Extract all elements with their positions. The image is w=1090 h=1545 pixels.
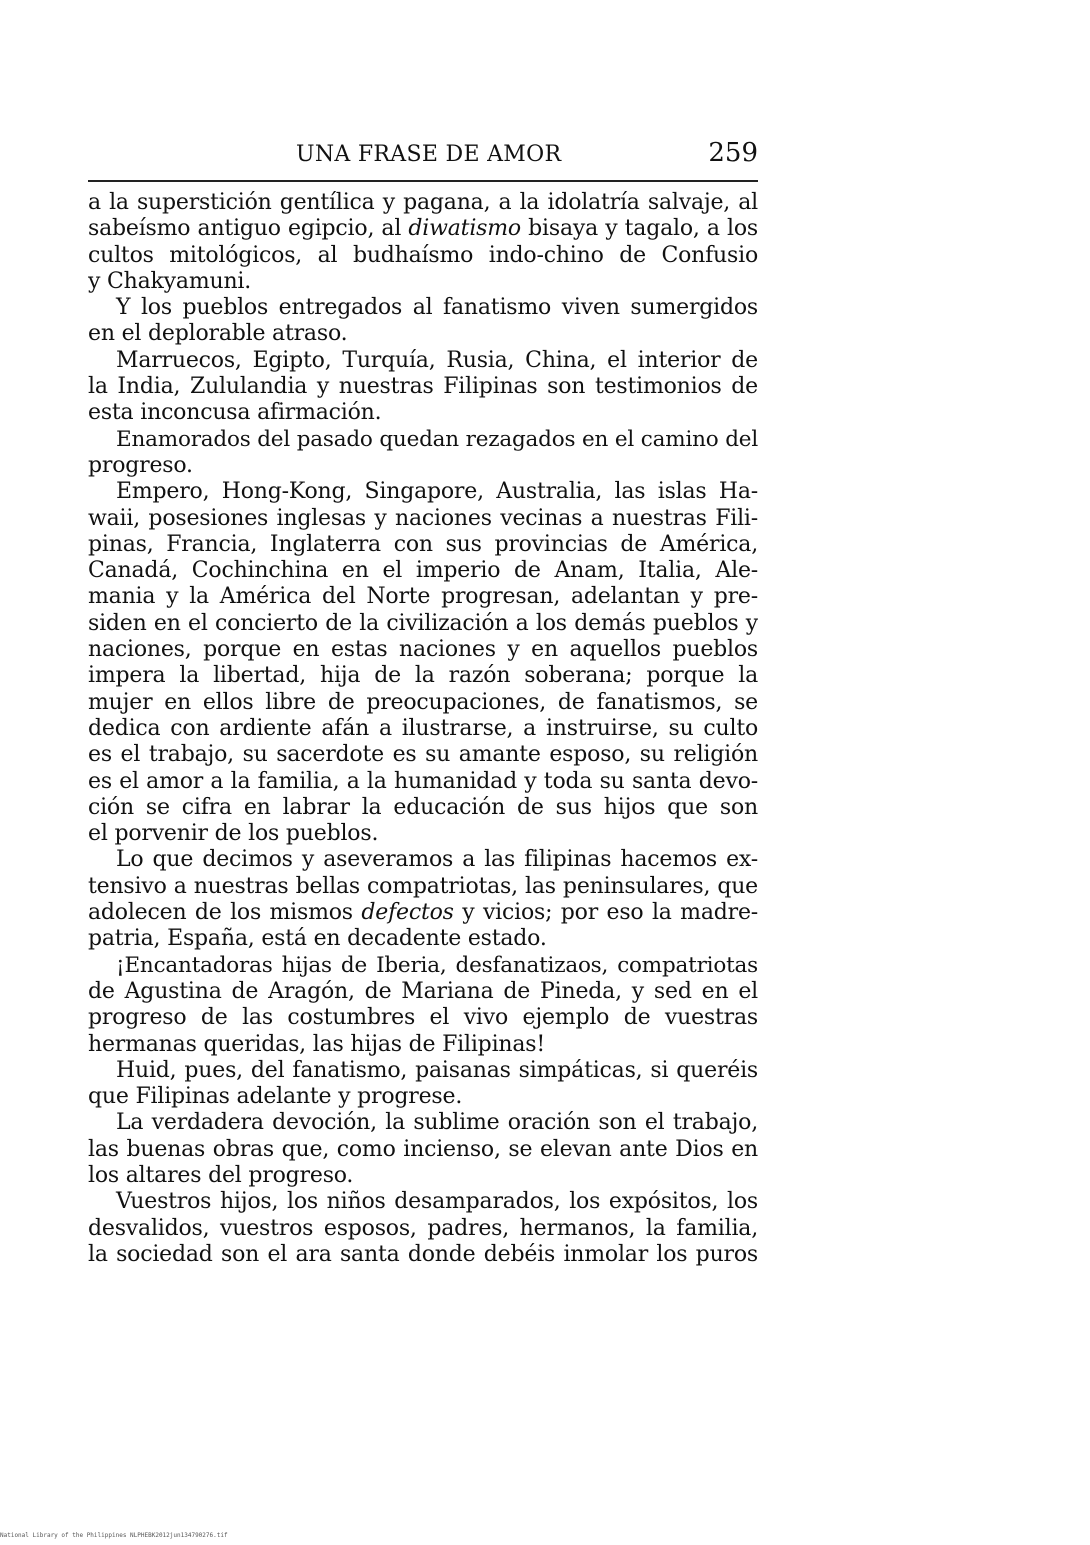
text-line: Vuestros hijos, los niños desamparados, los expósitos, los xyxy=(116,1189,758,1215)
text-line: Canadá, Cochinchina en el imperio de Anam, Italia, Ale- xyxy=(88,558,758,584)
text-segment: sabeísmo antiguo egipcio, al xyxy=(88,216,409,242)
text-line: los altares del progreso. xyxy=(88,1162,354,1188)
text-line: ¡Encantadoras hijas de Iberia, desfanatizaos, compatriotas xyxy=(116,952,758,978)
text-line: siden en el concierto de la civilización a los demás pueblos y xyxy=(88,610,758,636)
text-line: mania y la América del Norte progresan, adelantan y pre- xyxy=(88,584,758,610)
text-line: progreso. xyxy=(88,452,193,478)
scan-footer: National Library of the Philippines NLPHEBK2012jun134790276.tif xyxy=(0,1532,228,1539)
body-text xyxy=(88,190,758,1268)
text-line: las buenas obras que, como incienso, se elevan ante Dios en xyxy=(88,1136,758,1162)
text-line: tensivo a nuestras bellas compatriotas, las peninsulares, que xyxy=(88,873,758,899)
italic-term: diwatismo xyxy=(408,216,521,242)
running-title: UNA FRASE DE AMOR xyxy=(296,142,562,167)
text-line: esta inconcusa afirmación. xyxy=(88,400,382,426)
text-line: hermanas queridas, las hijas de Filipinas! xyxy=(88,1031,546,1057)
text-line: patria, España, está en decadente estado. xyxy=(88,926,547,952)
running-header xyxy=(88,140,758,182)
text-line: La verdadera devoción, la sublime oración son el trabajo, xyxy=(116,1110,758,1136)
text-line: dedica con ardiente afán a ilustrarse, a instruirse, su culto xyxy=(88,715,758,741)
text-line: de Agustina de Aragón, de Mariana de Pineda, y sed en el xyxy=(88,978,758,1004)
text-line: la India, Zululandia y nuestras Filipinas son testimonios de xyxy=(88,374,758,400)
text-line: Empero, Hong-Kong, Singapore, Australia, las islas Ha- xyxy=(116,479,758,505)
text-line: la sociedad son el ara santa donde debéis inmolar los puros xyxy=(88,1241,758,1267)
text-line: Enamorados del pasado quedan rezagados en el camino del xyxy=(116,426,758,452)
text-line xyxy=(88,900,758,926)
text-line: que Filipinas adelante y progrese. xyxy=(88,1084,463,1110)
italic-term: defectos xyxy=(361,900,454,926)
text-line: progreso de las costumbres el vivo ejemplo de vuestras xyxy=(88,1005,758,1031)
text-line: impera la libertad, hija de la razón soberana; porque la xyxy=(88,663,758,689)
text-line: pinas, Francia, Inglaterra con sus provincias de América, xyxy=(88,531,758,557)
text-segment: bisaya y tagalo, a los xyxy=(520,216,758,242)
text-segment: y vicios; por eso la madre- xyxy=(453,900,758,926)
text-line: ción se cifra en labrar la educación de sus hijos que son xyxy=(88,794,758,820)
text-line xyxy=(88,216,758,242)
text-line: a la superstición gentílica y pagana, a la idolatría salvaje, al xyxy=(88,190,758,215)
text-line: Lo que decimos y aseveramos a las filipinas hacemos ex- xyxy=(116,847,758,873)
text-line: cultos mitológicos, al budhaísmo indo-chino de Confusio xyxy=(88,242,758,268)
text-line: en el deplorable atraso. xyxy=(88,321,348,347)
text-line: naciones, porque en estas naciones y en aquellos pueblos xyxy=(88,637,758,663)
text-line: mujer en ellos libre de preocupaciones, de fanatismos, se xyxy=(88,689,758,715)
text-line: waii, posesiones inglesas y naciones vecinas a nuestras Fili- xyxy=(88,505,758,531)
text-line: y Chakyamuni. xyxy=(88,268,252,294)
text-line: Y los pueblos entregados al fanatismo viven sumergidos xyxy=(116,295,758,321)
page-number: 259 xyxy=(708,138,758,168)
text-line: es el amor a la familia, a la humanidad y toda su santa devo- xyxy=(88,768,758,794)
text-line: Marruecos, Egipto, Turquía, Rusia, China, el interior de xyxy=(116,347,758,373)
text-line: el porvenir de los pueblos. xyxy=(88,821,379,847)
text-line: es el trabajo, su sacerdote es su amante esposo, su religión xyxy=(88,742,758,768)
text-line: Huid, pues, del fanatismo, paisanas simpáticas, si queréis xyxy=(116,1057,758,1083)
text-line: desvalidos, vuestros esposos, padres, hermanos, la familia, xyxy=(88,1215,758,1241)
text-segment: adolecen de los mismos xyxy=(88,900,362,926)
